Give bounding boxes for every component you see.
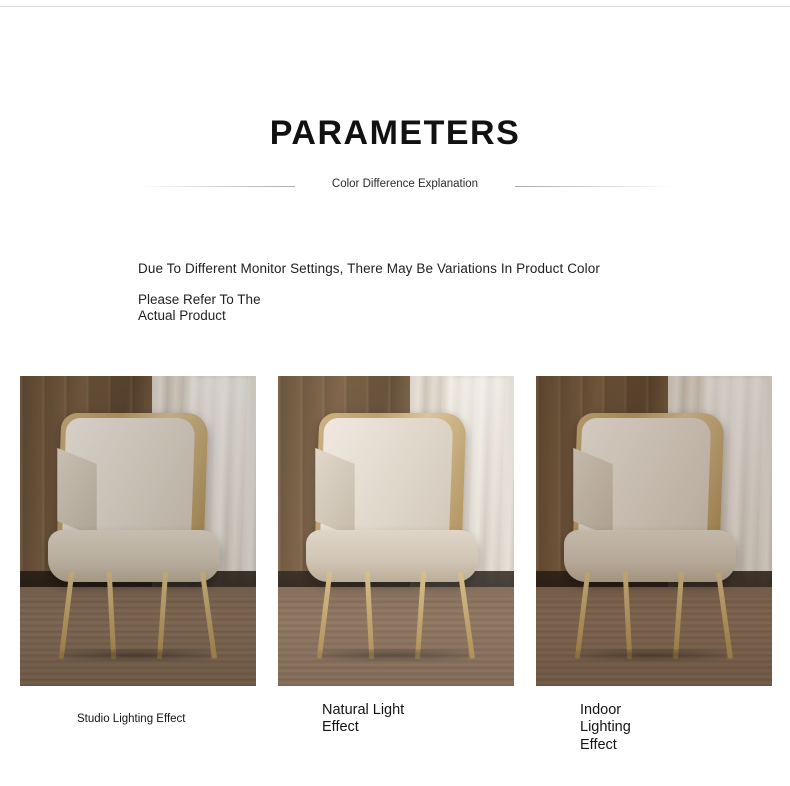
color-note-line-2: Please Refer To The Actual Product	[138, 292, 261, 323]
photo-caption: Studio Lighting Effect	[77, 713, 186, 725]
divider-left	[135, 186, 295, 187]
chair-photo-studio	[20, 376, 256, 686]
gallery-item	[536, 376, 772, 754]
subtitle: Color Difference Explanation	[331, 178, 479, 190]
color-note-line-1: Due To Different Monitor Settings, There May Be Variations In Product Color	[138, 261, 600, 276]
chair-photo-indoor	[536, 376, 772, 686]
subtitle-row	[135, 173, 675, 199]
lighting-tint	[278, 376, 514, 686]
parameters-page	[0, 8, 790, 786]
chair-photo-natural	[278, 376, 514, 686]
page-title: PARAMETERS	[269, 114, 521, 152]
lighting-tint	[20, 376, 256, 686]
top-divider-bar	[0, 0, 790, 7]
photo-caption: Natural Light Effect	[322, 702, 405, 736]
gallery-item	[20, 376, 256, 754]
lighting-gallery	[20, 376, 772, 754]
divider-right	[515, 186, 675, 187]
gallery-item	[278, 376, 514, 754]
photo-caption: Indoor Lighting Effect	[580, 702, 631, 753]
lighting-tint	[536, 376, 772, 686]
